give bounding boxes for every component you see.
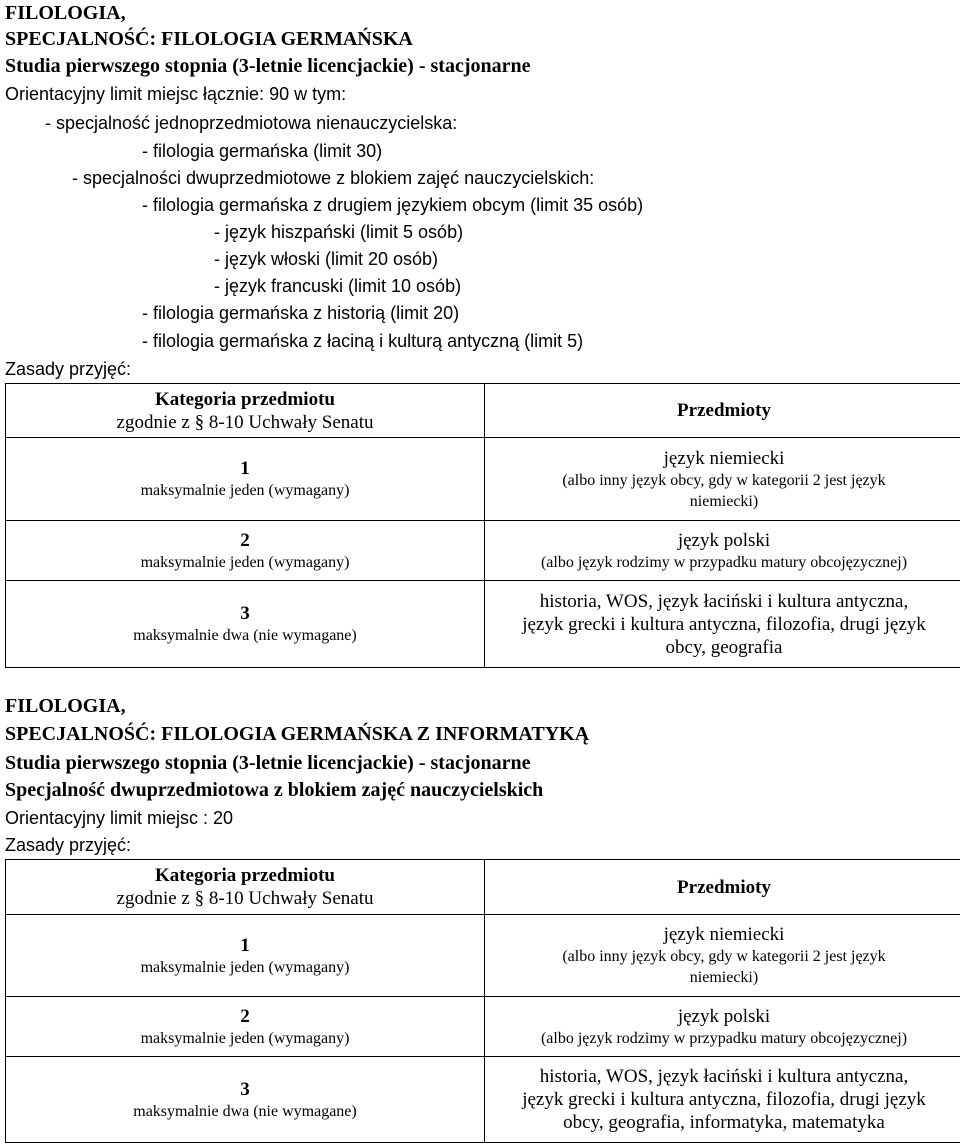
- category-number: 2: [240, 529, 250, 551]
- subjects-line: język grecki i kultura antyczna, filozofia, drugi język: [522, 1089, 926, 1110]
- subjects-line: obcy, geografia: [665, 636, 783, 658]
- subjects-note: (albo język rodzimy w przypadku matury obcojęzycznej): [540, 1029, 908, 1047]
- category-description: maksymalnie jeden (wymagany): [140, 553, 350, 571]
- section2-specialty: Specjalność dwuprzedmiotowa z blokiem zajęć nauczycielskich: [5, 779, 544, 801]
- category-description: maksymalnie dwa (nie wymagane): [133, 1102, 357, 1120]
- section1-limit-item: - język włoski (limit 20 osób): [214, 249, 439, 269]
- section1-limit-item: - język hiszpański (limit 5 osób): [214, 222, 464, 242]
- table-row: [6, 915, 960, 997]
- subjects-line: język grecki i kultura antyczna, filozofia, drugi język: [522, 613, 926, 635]
- subjects-cell: [485, 521, 960, 581]
- subjects-main: język niemiecki: [663, 924, 785, 945]
- table-header-row: [6, 860, 960, 915]
- subjects-note: (albo inny język obcy, gdy w kategorii 2 jest język: [562, 471, 886, 489]
- section1-limit-item: - filologia germańska z łaciną i kulturą antyczną (limit 5): [142, 331, 584, 351]
- category-number: 2: [240, 1005, 250, 1027]
- table-row: [6, 581, 960, 668]
- section2-title-line2: SPECJALNOŚĆ: FILOLOGIA GERMAŃSKA Z INFORMATYKĄ: [5, 723, 590, 745]
- subjects-line: historia, WOS, język łaciński i kultura antyczna,: [539, 590, 909, 612]
- subjects-main: język polski: [677, 529, 771, 551]
- category-cell: [6, 438, 485, 521]
- section1-study-type: Studia pierwszego stopnia (3-letnie licencjackie) - stacjonarne: [5, 55, 531, 77]
- header-subjects-title: Przedmioty: [677, 876, 771, 898]
- header-category-title: Kategoria przedmiotu: [155, 865, 335, 886]
- section2-study-type: Studia pierwszego stopnia (3-letnie licencjackie) - stacjonarne: [5, 752, 531, 774]
- section2-title-line1: FILOLOGIA,: [5, 695, 126, 717]
- category-description: maksymalnie dwa (nie wymagane): [133, 627, 357, 644]
- header-subjects-cell: [485, 860, 960, 915]
- section2-limit-total: Orientacyjny limit miejsc : 20: [5, 808, 234, 828]
- category-description: maksymalnie jeden (wymagany): [140, 1029, 350, 1047]
- category-cell: [6, 521, 485, 581]
- section2-rules-table: [5, 859, 960, 1143]
- category-cell: [6, 581, 485, 668]
- category-cell: [6, 997, 485, 1057]
- section1-title-line1: FILOLOGIA,: [5, 2, 126, 24]
- subjects-line: historia, WOS, język łaciński i kultura antyczna,: [539, 1066, 909, 1087]
- header-category-subtitle: zgodnie z § 8-10 Uchwały Senatu: [116, 411, 374, 433]
- section1-rules-table: [5, 383, 960, 668]
- subjects-note: (albo język rodzimy w przypadku matury obcojęzycznej): [540, 553, 908, 571]
- header-subjects-title: Przedmioty: [677, 400, 771, 421]
- header-category-cell: [6, 384, 485, 438]
- header-category-cell: [6, 860, 485, 915]
- section1-limit-item: - specjalności dwuprzedmiotowe z blokiem zajęć nauczycielskich:: [72, 168, 595, 188]
- section1-limit-total: Orientacyjny limit miejsc łącznie: 90 w tym:: [5, 84, 347, 104]
- section1-limit-item: - specjalność jednoprzedmiotowa nienauczycielska:: [45, 113, 458, 133]
- table-row: [6, 997, 960, 1057]
- category-description: maksymalnie jeden (wymagany): [140, 482, 350, 499]
- subjects-cell: [485, 997, 960, 1057]
- subjects-cell: [485, 581, 960, 668]
- subjects-main: język polski: [677, 1005, 771, 1027]
- category-cell: [6, 915, 485, 997]
- table-row: [6, 1057, 960, 1143]
- subjects-note: niemiecki): [689, 969, 759, 986]
- subjects-cell: [485, 438, 960, 521]
- category-number: 1: [240, 934, 250, 956]
- header-subjects-cell: [485, 384, 960, 438]
- subjects-cell: [485, 1057, 960, 1143]
- subjects-cell: [485, 915, 960, 997]
- table-header-row: [6, 384, 960, 438]
- category-number: 3: [240, 603, 250, 624]
- subjects-main: język niemiecki: [663, 447, 785, 469]
- table-row: [6, 438, 960, 521]
- section1-rules-label: Zasady przyjęć:: [5, 359, 132, 379]
- category-cell: [6, 1057, 485, 1143]
- category-number: 1: [240, 458, 250, 479]
- subjects-line: obcy, geografia, informatyka, matematyka: [563, 1112, 885, 1133]
- subjects-note: (albo inny język obcy, gdy w kategorii 2 jest język: [562, 948, 886, 965]
- header-category-subtitle: zgodnie z § 8-10 Uchwały Senatu: [116, 888, 374, 909]
- section1-title-line2: SPECJALNOŚĆ: FILOLOGIA GERMAŃSKA: [5, 28, 413, 50]
- table-row: [6, 521, 960, 581]
- section1-limit-item: - filologia germańska (limit 30): [142, 141, 383, 161]
- section1-limit-item: - filologia germańska z historią (limit 20): [142, 303, 460, 323]
- section1-limit-item: - język francuski (limit 10 osób): [214, 276, 462, 296]
- subjects-note: niemiecki): [689, 492, 759, 510]
- header-category-title: Kategoria przedmiotu: [155, 388, 335, 410]
- category-description: maksymalnie jeden (wymagany): [140, 958, 350, 976]
- section1-limit-item: - filologia germańska z drugiem językiem obcym (limit 35 osób): [142, 195, 644, 215]
- category-number: 3: [240, 1078, 250, 1100]
- section2-rules-label: Zasady przyjęć:: [5, 835, 132, 855]
